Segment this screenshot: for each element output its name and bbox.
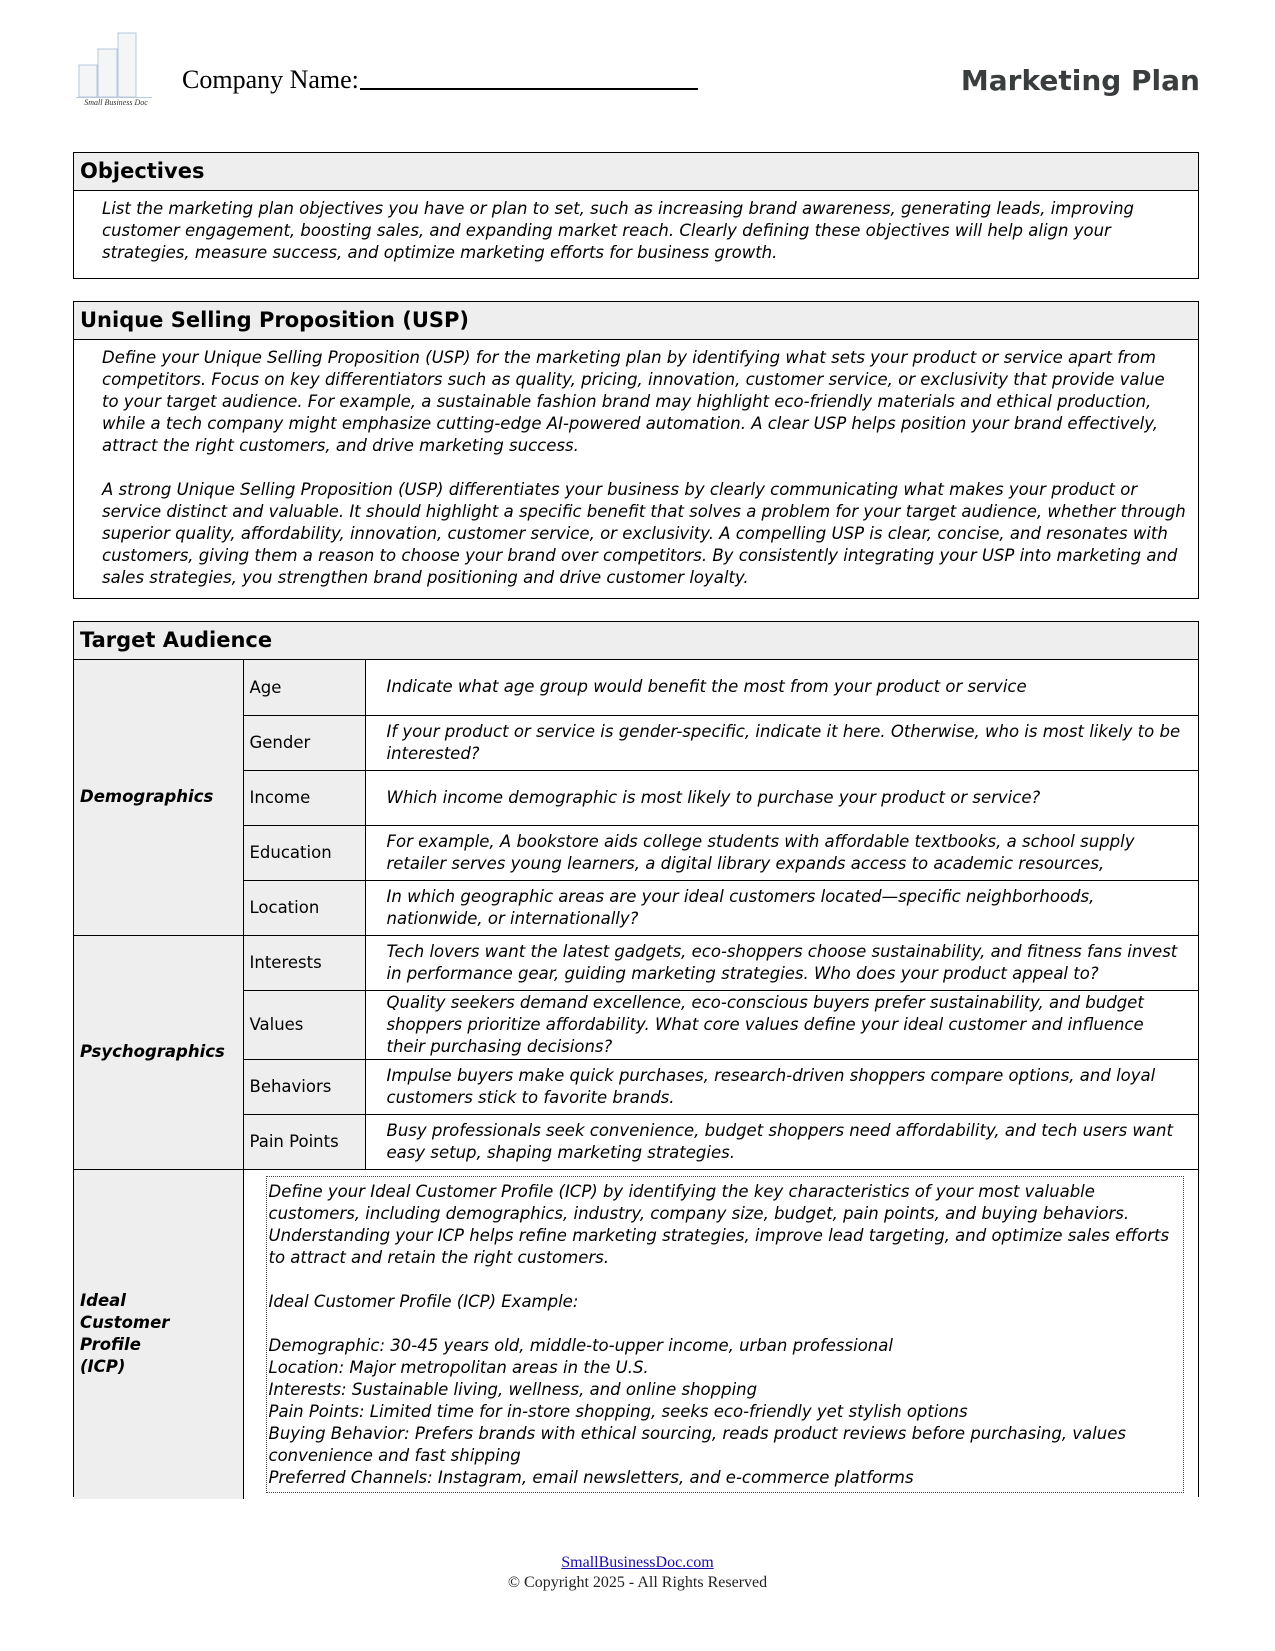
table-row [74, 770, 1198, 825]
icp-example-line: Interests: Sustainable living, wellness, and online shopping [268, 1379, 758, 1399]
usp-body[interactable] [74, 340, 1198, 599]
usp-section [73, 301, 1199, 599]
icp-text-box[interactable] [266, 1176, 1185, 1493]
icp-label [74, 1169, 243, 1499]
attribute-behaviors: Behaviors [243, 1059, 365, 1114]
bar-chart-logo-icon [76, 30, 156, 98]
company-name-input-line[interactable] [360, 62, 698, 90]
icp-label-line: Customer [80, 1313, 170, 1332]
table-row [74, 935, 1198, 990]
description-location[interactable]: In which geographic areas are your ideal customers located—specific neighborhoods, nationwide, or internationally? [365, 880, 1198, 935]
description-pain-points[interactable]: Busy professionals seek convenience, budget shoppers need affordability, and tech users want easy setup, shaping marketing strategies. [365, 1114, 1198, 1169]
description-gender[interactable]: If your product or service is gender-specific, indicate it here. Otherwise, who is most likely to be interested? [365, 715, 1198, 770]
demographics-label: Demographics [74, 660, 243, 935]
icp-intro: Define your Ideal Customer Profile (ICP) by identifying the key characteristics of your most valuable customers, including demographics, industry, company size, budget, pain points, and buying behaviors. Understanding your ICP helps refine marketing strategies, improve lead targeting, and optimize sales efforts to attract and retain the right customers. [268, 1181, 1170, 1267]
table-row [74, 1169, 1198, 1499]
icp-example-line: Pain Points: Limited time for in-store shopping, seeks eco-friendly yet stylish options [268, 1401, 968, 1421]
attribute-location: Location [243, 880, 365, 935]
icp-example-heading: Ideal Customer Profile (ICP) Example: [268, 1291, 579, 1311]
attribute-pain-points: Pain Points [243, 1114, 365, 1169]
target-audience-table [74, 660, 1198, 1499]
document-title: Marketing Plan [960, 64, 1200, 97]
icp-example-line: Preferred Channels: Instagram, email newsletters, and e-commerce platforms [268, 1467, 914, 1487]
table-row [74, 715, 1198, 770]
icp-label-line: Ideal [80, 1291, 126, 1310]
description-age[interactable]: Indicate what age group would benefit the most from your product or service [365, 660, 1198, 715]
objectives-section [73, 152, 1199, 279]
footer-copyright: © Copyright 2025 - All Rights Reserved [507, 1574, 768, 1591]
description-education[interactable]: For example, A bookstore aids college students with affordable textbooks, a school supply retailer serves young learners, a digital library expands access to academic resources, [365, 825, 1198, 880]
small-business-doc-logo [76, 30, 156, 108]
table-row [74, 1114, 1198, 1169]
logo-caption: Small Business Doc [84, 98, 148, 107]
objectives-heading: Objectives [74, 153, 1198, 191]
description-interests[interactable]: Tech lovers want the latest gadgets, eco-shoppers choose sustainability, and fitness fans invest in performance gear, guiding marketing strategies. Who does your product appeal to? [365, 935, 1198, 990]
icp-label-line: (ICP) [80, 1357, 126, 1376]
description-values[interactable]: Quality seekers demand excellence, eco-conscious buyers prefer sustainability, and budget shoppers prioritize affordability. What core values define your ideal customer and influence their purchasing decisions? [365, 990, 1198, 1059]
attribute-education: Education [243, 825, 365, 880]
description-income[interactable]: Which income demographic is most likely to purchase your product or service? [365, 770, 1198, 825]
attribute-age: Age [243, 660, 365, 715]
attribute-gender: Gender [243, 715, 365, 770]
footer-website-link[interactable]: SmallBusinessDoc.com [561, 1554, 714, 1571]
usp-paragraph: Define your Unique Selling Proposition (USP) for the marketing plan by identifying what sets your product or service apart from competitors. Focus on key differentiators such as quality, pricing, innovation, customer service, or exclusivity that provide value to your target audience. For example, a sustainable fashion brand may highlight eco-friendly materials and ethical production, while a tech company might emphasize cutting-edge AI-powered automation. A clear USP helps position your brand effectively, attract the right customers, and drive marketing success. [102, 348, 1165, 455]
table-row [74, 990, 1198, 1059]
attribute-values: Values [243, 990, 365, 1059]
table-row [74, 825, 1198, 880]
icp-example-line: Buying Behavior: Prefers brands with ethical sourcing, reads product reviews before purchasing, values convenience and fast shipping [268, 1423, 1126, 1465]
description-behaviors[interactable]: Impulse buyers make quick purchases, research-driven shoppers compare options, and loyal customers stick to favorite brands. [365, 1059, 1198, 1114]
icp-label-line: Profile [80, 1335, 141, 1354]
company-name-field[interactable] [182, 60, 698, 95]
target-audience-heading: Target Audience [74, 622, 1198, 660]
target-audience-section [73, 621, 1199, 1497]
company-name-label: Company Name: [182, 65, 359, 94]
table-row [74, 660, 1198, 715]
icp-example-line: Demographic: 30-45 years old, middle-to-upper income, urban professional [268, 1335, 893, 1355]
usp-heading: Unique Selling Proposition (USP) [74, 302, 1198, 340]
table-row [74, 880, 1198, 935]
attribute-income: Income [243, 770, 365, 825]
psychographics-label: Psychographics [74, 935, 243, 1169]
objectives-body[interactable] [74, 191, 1198, 274]
icp-cell [243, 1169, 1198, 1499]
icp-example-line: Location: Major metropolitan areas in the U.S. [268, 1357, 649, 1377]
usp-paragraph: A strong Unique Selling Proposition (USP) differentiates your business by clearly communicating what makes your product or service distinct and valuable. It should highlight a specific benefit that solves a problem for your target audience, whether through superior quality, affordability, innovation, customer service, or exclusivity. A compelling USP is clear, concise, and resonates with customers, giving them a reason to choose your brand over competitors. By consistently integrating your USP into marketing and sales strategies, you strengthen brand positioning and drive customer loyalty. [102, 480, 1186, 587]
objectives-text: List the marketing plan objectives you have or plan to set, such as increasing brand awareness, generating leads, improving customer engagement, boosting sales, and expanding market reach. Clearly defining these objectives will help align your strategies, measure success, and optimize marketing efforts for business growth. [102, 199, 1135, 262]
attribute-interests: Interests [243, 935, 365, 990]
table-row [74, 1059, 1198, 1114]
